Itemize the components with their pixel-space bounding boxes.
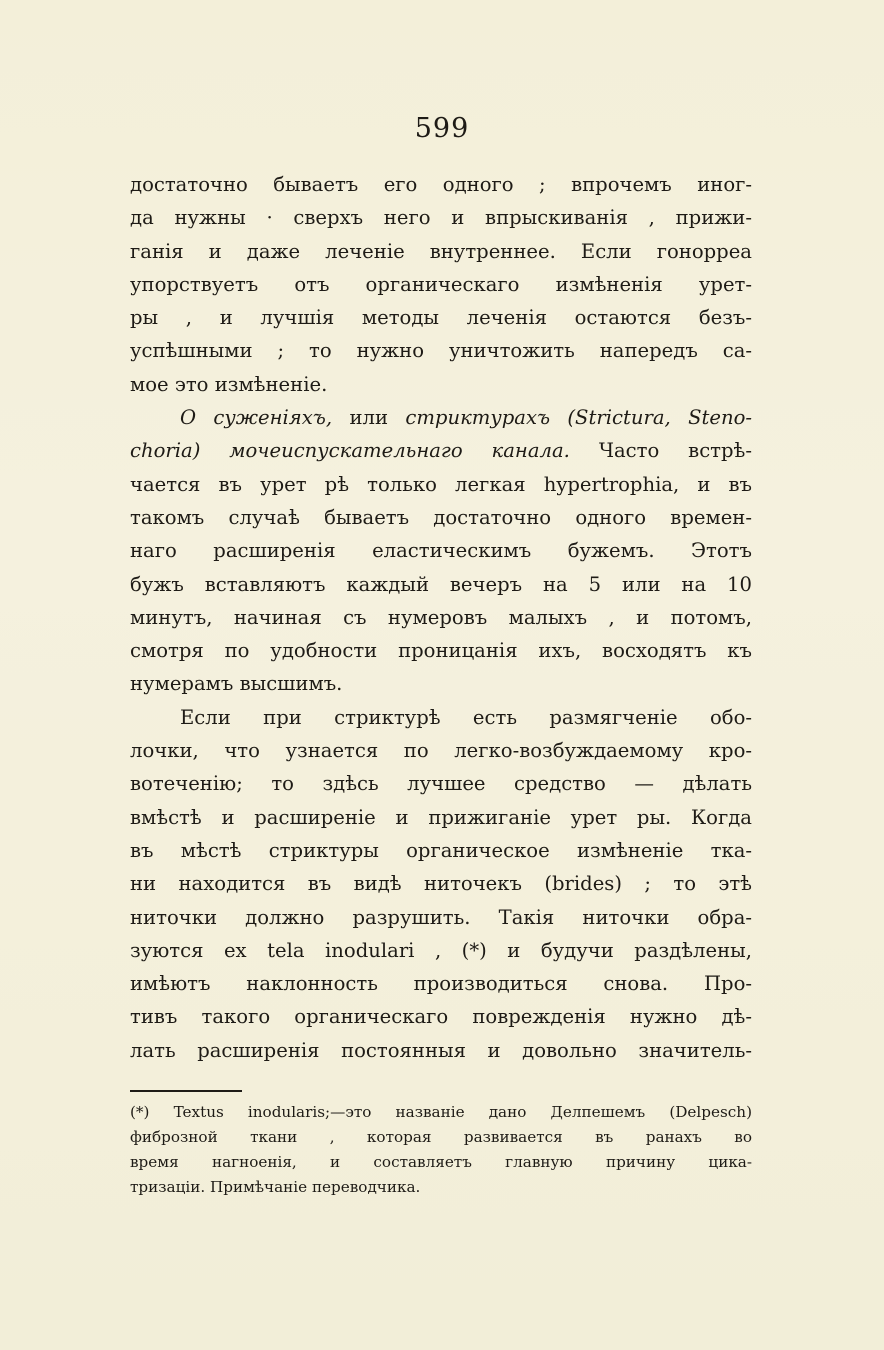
section-heading-line xyxy=(130,401,752,434)
text-line: успѣшными ; то нужно уничтожить напередъ са- xyxy=(130,339,752,363)
text-line: минутъ, начиная съ нумеровъ малыхъ , и потомъ, xyxy=(130,605,752,629)
heading-term: chorіа) мочеиспускательнаго канала. xyxy=(130,439,570,463)
text-line: лать расширенія постоянныя и довольно значитель- xyxy=(130,1038,752,1062)
text-line: мое это измѣненіе. xyxy=(130,372,328,396)
text-line xyxy=(130,434,752,467)
text-line: чается въ урет рѣ только легкая hypertrophia, и въ xyxy=(130,472,752,496)
text-line: да нужны · сверхъ него и впрыскиванія , прижи- xyxy=(130,206,752,230)
footnote-line: (*) Textus inodularis;—это названіе дано Делпешемъ (Delpesch) xyxy=(130,1103,752,1121)
text-line: ганія и даже леченіе внутреннее. Если гонорреа xyxy=(130,239,752,263)
text-line: наго расширенія еластическимъ бужемъ. Этотъ xyxy=(130,539,752,563)
text-line: вотеченію; то здѣсь лучшее средство — дѣлать xyxy=(130,772,752,796)
text-line: бужъ вставляютъ каждый вечеръ на 5 или на 10 xyxy=(130,572,752,596)
footnote xyxy=(130,1100,752,1200)
text-line: нумерамъ высшимъ. xyxy=(130,672,343,696)
text-line: Если при стриктурѣ есть размягченіе обо- xyxy=(180,705,752,729)
text-line: вмѣстѣ и расширеніе и прижиганіе урет ры. Когда xyxy=(130,805,752,829)
text-line: тивъ такого органическаго поврежденія нужно дѣ- xyxy=(130,1005,752,1029)
text-fragment: Часто встрѣ- xyxy=(569,439,752,463)
text-line: лочки, что узнается по легко-возбуждаемому кро- xyxy=(130,739,752,763)
page-number: 599 xyxy=(414,113,470,144)
footnote-separator xyxy=(130,1090,242,1092)
text-line: ниточки должно разрушить. Такія ниточки обра- xyxy=(130,905,752,929)
text-line: такомъ случаѣ бываетъ достаточно одного времен- xyxy=(130,505,752,529)
text-line: ни находится въ видѣ ниточекъ (brides) ; то этѣ xyxy=(130,872,752,896)
footnote-line: тризаціи. Примѣчаніе переводчика. xyxy=(130,1178,421,1196)
heading-conjunction: или xyxy=(332,406,406,430)
text-line: зуются ex tela inodulari , (*) и будучи раздѣлены, xyxy=(130,938,752,962)
footnote-line: фиброзной ткани , которая развивается въ ранахъ во xyxy=(130,1128,752,1146)
text-line: въ мѣстѣ стриктуры органическое измѣненіе тка- xyxy=(130,838,752,862)
body-text xyxy=(130,168,752,1067)
heading-term: стриктурахъ (Strictura, Steno- xyxy=(405,406,753,430)
text-line: достаточно бываетъ его одного ; впрочемъ иног- xyxy=(130,173,752,196)
text-line: смотря по удобности проницанія ихъ, восходятъ къ xyxy=(130,639,752,663)
footnote-line: время нагноенія, и составляетъ главную причину цика- xyxy=(130,1153,752,1171)
text-line: имѣютъ наклонность производиться снова. Про- xyxy=(130,972,752,996)
text-line: упорствуетъ отъ органическаго измѣненія урет- xyxy=(130,272,752,296)
text-line: ры , и лучшія методы леченія остаются безъ- xyxy=(130,306,752,330)
heading-term: О суженіяхъ, xyxy=(180,406,333,430)
